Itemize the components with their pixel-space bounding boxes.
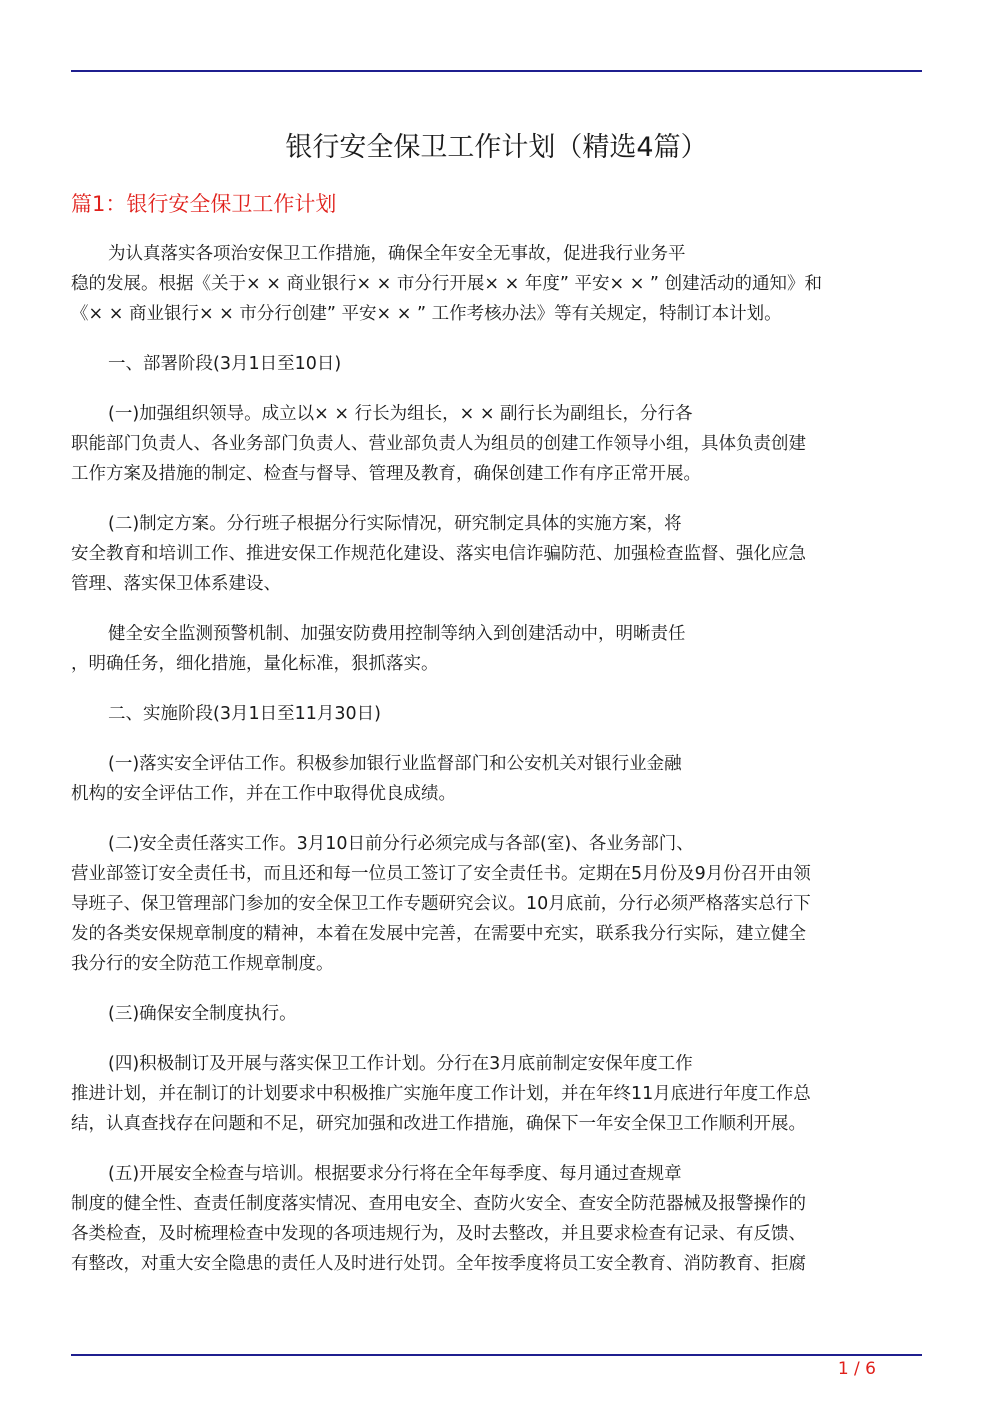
paragraph-line: (三)确保安全制度执行。 bbox=[108, 1004, 297, 1024]
paragraph-line: 导班子、保卫管理部门参加的安全保卫工作专题研究会议。10月底前，分行必须严格落实总行下 bbox=[71, 894, 811, 914]
paragraph-line: 各类检查，及时梳理检查中发现的各项违规行为，及时去整改，并且要求检查有记录、有反馈、 bbox=[71, 1224, 806, 1244]
paragraph-line: 职能部门负责人、各业务部门负责人、营业部负责人为组员的创建工作领导小组，具体负责创建 bbox=[71, 434, 806, 454]
paragraph-line: 机构的安全评估工作，并在工作中取得优良成绩。 bbox=[71, 784, 456, 804]
paragraph-line: (二)制定方案。分行班子根据分行实际情况，研究制定具体的实施方案，将 bbox=[108, 514, 682, 534]
paragraph-line: ，明确任务，细化措施，量化标准，狠抓落实。 bbox=[71, 654, 439, 674]
paragraph-line: 二、实施阶段(3月1日至11月30日) bbox=[108, 704, 381, 724]
paragraph-line: 营业部签订安全责任书，而且还和每一位员工签订了安全责任书。定期在5月份及9月份召开由领 bbox=[71, 864, 811, 884]
paragraph-line: (二)安全责任落实工作。3月10日前分行必须完成与各部(室)、各业务部门、 bbox=[108, 834, 694, 854]
paragraph-line: 制度的健全性、查责任制度落实情况、查用电安全、查防火安全、查安全防范器械及报警操作的 bbox=[71, 1194, 806, 1214]
document-title: 银行安全保卫工作计划（精选4篇） bbox=[285, 132, 708, 163]
paragraph-line: 一、部署阶段(3月1日至10日) bbox=[108, 354, 342, 374]
paragraph-line: 为认真落实各项治安保卫工作措施，确保全年安全无事故，促进我行业务平 bbox=[108, 244, 686, 264]
paragraph-line: 发的各类安保规章制度的精神，本着在发展中完善，在需要中充实，联系我分行实际，建立健全 bbox=[71, 924, 806, 944]
paragraph-line: (一)落实安全评估工作。积极参加银行业监督部门和公安机关对银行业金融 bbox=[108, 754, 682, 774]
paragraph-line: (五)开展安全检查与培训。根据要求分行将在全年每季度、每月通过查规章 bbox=[108, 1164, 682, 1184]
paragraph-line: 健全安全监测预警机制、加强安防费用控制等纳入到创建活动中，明晰责任 bbox=[108, 624, 686, 644]
footer-rule bbox=[71, 1354, 922, 1356]
paragraph-line: 结，认真查找存在问题和不足，研究加强和改进工作措施，确保下一年安全保卫工作顺利开展。 bbox=[71, 1114, 806, 1134]
paragraph-line: 安全教育和培训工作、推进安保工作规范化建设、落实电信诈骗防范、加强检查监督、强化应急 bbox=[71, 544, 806, 564]
paragraph-line: 有整改，对重大安全隐患的责任人及时进行处罚。全年按季度将员工安全教育、消防教育、拒腐 bbox=[71, 1254, 806, 1274]
page-number: 1 / 6 bbox=[837, 1359, 876, 1379]
paragraph-line: (四)积极制订及开展与落实保卫工作计划。分行在3月底前制定安保年度工作 bbox=[108, 1054, 693, 1074]
paragraph-line: 《× × 商业银行× × 市分行创建” 平安× × ” 工作考核办法》等有关规定，特制订本计划。 bbox=[71, 304, 782, 324]
header-rule bbox=[71, 70, 922, 72]
paragraph-line: (一)加强组织领导。成立以× × 行长为组长，× × 副行长为副组长，分行各 bbox=[108, 404, 693, 424]
paragraph-line: 稳的发展。根据《关于× × 商业银行× × 市分行开展× × 年度” 平安× × ” 创建活动的通知》和 bbox=[71, 274, 823, 294]
paragraph-line: 我分行的安全防范工作规章制度。 bbox=[71, 954, 334, 974]
paragraph-line: 管理、落实保卫体系建设、 bbox=[71, 574, 281, 594]
paragraph-line: 推进计划，并在制订的计划要求中积极推广实施年度工作计划，并在年终11月底进行年度工作总 bbox=[71, 1084, 811, 1104]
section-title: 篇1：银行安全保卫工作计划 bbox=[71, 192, 337, 216]
paragraph-line: 工作方案及措施的制定、检查与督导、管理及教育，确保创建工作有序正常开展。 bbox=[71, 464, 701, 484]
